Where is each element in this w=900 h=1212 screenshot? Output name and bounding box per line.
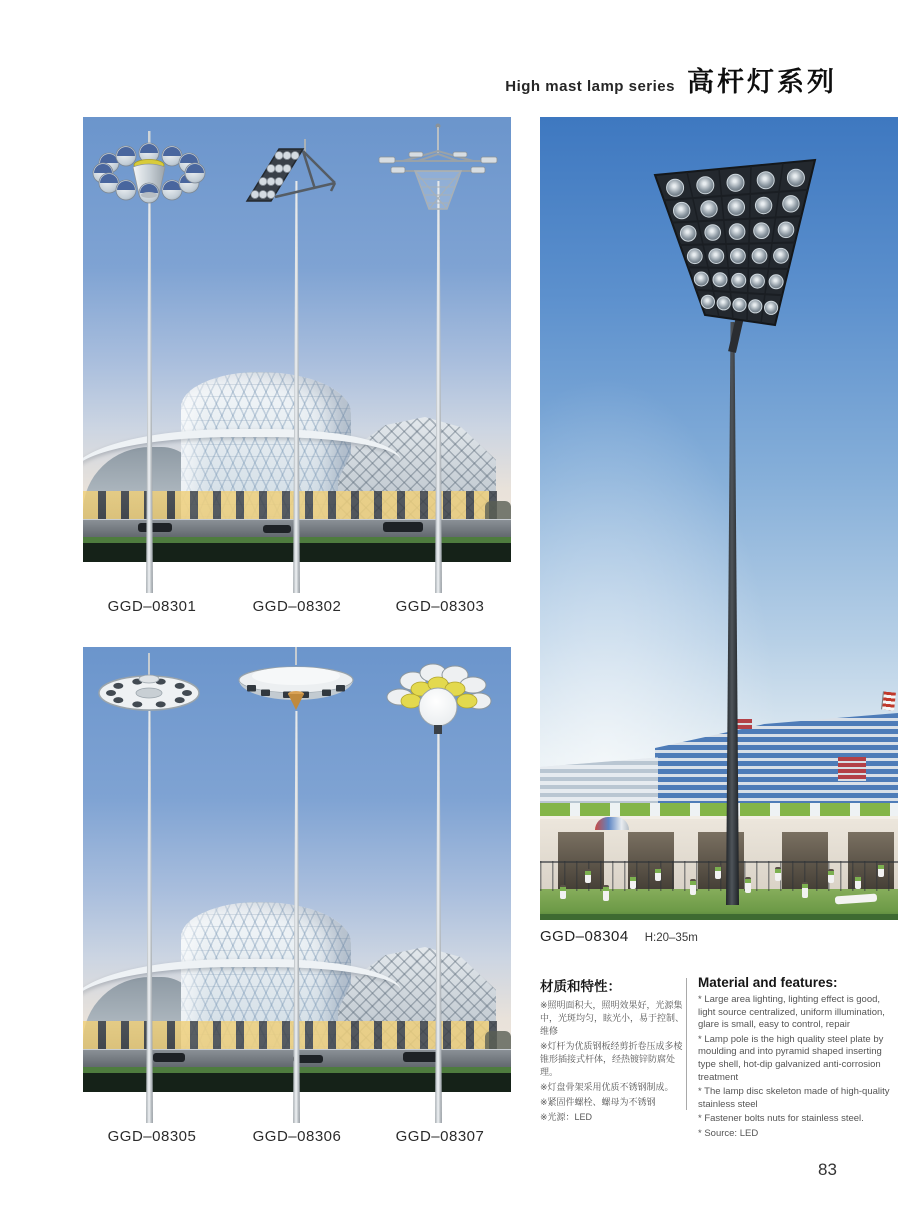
product-code-row-top — [83, 598, 510, 618]
feature-item: * Source: LED — [698, 1127, 759, 1139]
car — [153, 1053, 185, 1062]
person-figure — [855, 875, 861, 889]
series-title-zh: 高杆灯系列 — [687, 67, 837, 97]
green-banner-rail — [540, 803, 898, 816]
features-zh-heading: 材质和特性： — [540, 979, 621, 994]
height-spec: H:20–35m — [644, 932, 698, 944]
flag — [881, 691, 896, 710]
person-figure — [603, 885, 609, 901]
ring-disc-lamp-icon — [94, 653, 204, 723]
person-figure — [585, 869, 591, 883]
features-section — [540, 975, 898, 1139]
product-code: GGD–08303 — [395, 598, 485, 615]
person-figure — [655, 867, 661, 881]
flower-petal-lamp-icon — [383, 659, 493, 737]
car — [383, 522, 423, 532]
series-title-en: High mast lamp series — [505, 78, 675, 95]
feature-item: ※灯盘骨架采用优质不锈钢制成。 — [540, 1082, 674, 1092]
field-edge — [540, 914, 898, 920]
seat-red-block — [736, 719, 752, 729]
feature-item: ※紧固件螺栓、螺母为不锈钢 — [540, 1097, 656, 1107]
column-divider — [686, 978, 687, 1110]
feature-item: * Large area lighting, lighting effect is good, light source centralized, uniform illumination, glare is small, easy to control, repair — [698, 994, 885, 1031]
product-code: GGD–08301 — [107, 598, 197, 615]
car — [138, 523, 172, 532]
featured-product-label — [540, 928, 698, 945]
product-panel-bottom-left — [83, 647, 511, 1123]
person-figure — [690, 879, 696, 895]
product-code-row-bottom — [83, 1128, 510, 1148]
building-lit-base — [83, 491, 497, 519]
product-code: GGD–08305 — [107, 1128, 197, 1145]
product-code: GGD–08307 — [395, 1128, 485, 1145]
stadium-floodlight-array-icon — [640, 152, 830, 357]
person-figure — [878, 863, 884, 877]
flat-panel-floodlight-icon — [241, 139, 351, 214]
person-figure — [775, 867, 781, 881]
feature-item: * Lamp pole is the high quality steel plate by moulding and into pyramid shaped inserting type shell, hot-dip galvanized anti-corrosion treatment — [698, 1033, 884, 1083]
page-header — [0, 60, 837, 99]
person-figure — [802, 882, 808, 898]
treeline — [485, 501, 511, 519]
person-figure — [745, 877, 751, 893]
saucer-disc-lamp-icon — [236, 647, 356, 717]
product-code: GGD–08302 — [252, 598, 342, 615]
product-panel-top-left — [83, 117, 511, 593]
features-en-heading: Material and features: — [698, 975, 838, 990]
feature-item: ※照明面积大，照明效果好，光源集中，光斑均匀，眩光小，易于控制、维修 — [540, 1000, 685, 1036]
features-zh — [540, 975, 686, 1126]
car — [403, 1052, 439, 1062]
features-en — [698, 975, 898, 1143]
building-lit-base — [83, 1021, 497, 1049]
person-figure — [828, 869, 834, 883]
person-figure — [715, 865, 721, 879]
crown-cluster-lamp-icon — [89, 131, 209, 211]
page-number: 83 — [818, 1160, 837, 1179]
product-code: GGD–08304 — [540, 928, 629, 945]
treeline — [485, 1031, 511, 1049]
product-code: GGD–08306 — [252, 1128, 342, 1145]
tiered-mast-lamp-icon — [373, 123, 503, 213]
umbrella — [595, 817, 629, 830]
feature-item: * The lamp disc skeleton made of high-quality stainless steel — [698, 1086, 890, 1110]
person-figure — [560, 885, 566, 899]
feature-item: * Fastener bolts nuts for stainless steel. — [698, 1113, 864, 1125]
seat-red-block — [838, 757, 866, 781]
person-figure — [630, 875, 636, 889]
car — [263, 525, 291, 533]
feature-item: ※灯杆为优质钢板经剪折卷压成多棱锥形插接式杆体，经热镀锌防腐处理。 — [540, 1041, 683, 1077]
feature-item: ※光源：LED — [540, 1112, 593, 1122]
product-panel-right — [540, 117, 898, 920]
